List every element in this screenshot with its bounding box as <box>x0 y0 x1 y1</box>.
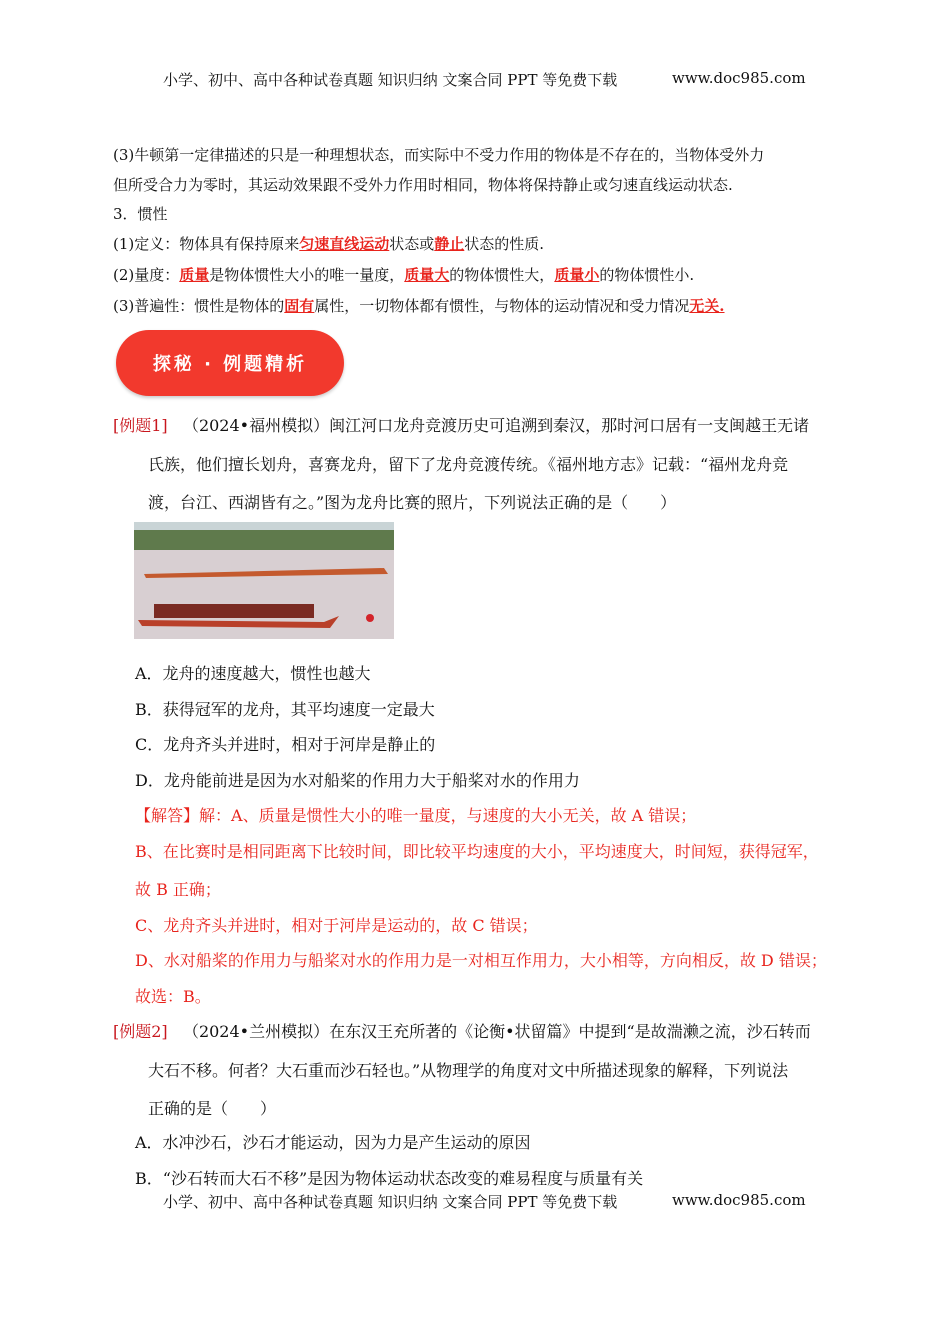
dragon-boat-photo <box>134 522 394 639</box>
text: 的物体惯性大， <box>449 266 555 284</box>
example-1-option-c: C．龙舟齐头并进时，相对于河岸是静止的 <box>135 735 436 754</box>
text: 的物体惯性小. <box>599 266 695 284</box>
answer-line-d: D、水对船桨的作用力与船桨对水的作用力是一对相互作用力，大小相等，方向相反，故 D 错误； <box>135 951 827 970</box>
example-1-line-1 <box>113 413 809 436</box>
answer-line-a <box>135 803 696 826</box>
text: 解：A、质量是惯性大小的唯一量度，与速度的大小无关，故 A 错误； <box>199 806 697 825</box>
example-1-option-d: D．龙舟能前进是因为水对船桨的作用力大于船桨对水的作用力 <box>135 771 580 790</box>
text: (2)量度： <box>113 266 180 284</box>
text: 属性，一切物体都有惯性，与物体的运动情况和受力情况 <box>314 297 690 315</box>
example-2-line-3: 正确的是（ ） <box>148 1099 277 1118</box>
example-2-option-a: A．水冲沙石，沙石才能运动，因为力是产生运动的原因 <box>135 1133 531 1152</box>
example-2-option-b: B．“沙石转而大石不移”是因为物体运动状态改变的难易程度与质量有关 <box>135 1169 644 1188</box>
answer-line-b2: 故 B 正确； <box>135 880 221 899</box>
text: （2024•兰州模拟）在东汉王充所著的《论衡•状留篇》中提到“是故湍濑之流，沙石转而 <box>182 1022 811 1041</box>
newton-line-1: (3)牛顿第一定律描述的只是一种理想状态，而实际中不受力作用的物体是不存在的，当物体受外力 <box>113 146 765 164</box>
footer-text: 小学、初中、高中各种试卷真题 知识归纳 文案合同 PPT 等免费下载 <box>163 1193 618 1211</box>
section-banner: 探秘 · 例题精析 <box>116 330 344 396</box>
example-1-line-2: 氏族，他们擅长划舟，喜赛龙舟，留下了龙舟竞渡传统。《福州地方志》记载：“福州龙舟竞 <box>148 455 789 474</box>
example-1-option-a: A．龙舟的速度越大，惯性也越大 <box>135 664 371 683</box>
text: (1)定义：物体具有保持原来 <box>113 235 300 253</box>
keyword: 匀速直线运动 <box>299 235 390 253</box>
text: 状态或 <box>389 235 435 253</box>
keyword: 质量 <box>179 266 210 284</box>
example-1-line-3: 渡，台江、西湖皆有之。”图为龙舟比赛的照片，下列说法正确的是（ ） <box>148 493 677 512</box>
inertia-measure <box>113 264 694 285</box>
text: 是物体惯性大小的唯一量度， <box>209 266 405 284</box>
example-1-option-b: B．获得冠军的龙舟，其平均速度一定最大 <box>135 700 435 719</box>
example-label: [例题2] <box>113 1022 168 1041</box>
answer-choice: 故选：B。 <box>135 987 211 1006</box>
answer-tag: 【解答】 <box>135 806 200 825</box>
inertia-universal <box>113 295 725 316</box>
example-2-line-1 <box>113 1019 811 1042</box>
example-2-line-2: 大石不移。何者？大石重而沙石轻也。”从物理学的角度对文中所描述现象的解释，下列说法 <box>148 1061 789 1080</box>
header-text: 小学、初中、高中各种试卷真题 知识归纳 文案合同 PPT 等免费下载 <box>163 71 618 89</box>
text: （2024•福州模拟）闽江河口龙舟竞渡历史可追溯到秦汉，那时河口居有一支闽越王无诸 <box>182 416 810 435</box>
newton-line-2: 但所受合力为零时，其运动效果跟不受外力作用时相同，物体将保持静止或匀速直线运动状态. <box>113 176 733 194</box>
keyword: 无关. <box>689 297 725 315</box>
footer-link[interactable]: www.doc985.com <box>672 1191 806 1209</box>
keyword: 质量大 <box>404 266 450 284</box>
keyword: 质量小 <box>554 266 600 284</box>
keyword: 固有 <box>284 297 315 315</box>
text: (3)普遍性：惯性是物体的 <box>113 297 285 315</box>
answer-line-b1: B、在比赛时是相同距离下比较时间，即比较平均速度的大小，平均速度大，时间短，获得冠军， <box>135 842 819 861</box>
text: 状态的性质. <box>464 235 545 253</box>
header-link[interactable]: www.doc985.com <box>672 69 806 87</box>
answer-line-c: C、龙舟齐头并进时，相对于河岸是运动的，故 C 错误； <box>135 916 538 935</box>
inertia-definition <box>113 233 544 254</box>
inertia-title: 3．惯性 <box>113 205 168 223</box>
example-label: [例题1] <box>113 416 168 435</box>
keyword: 静止 <box>434 235 465 253</box>
